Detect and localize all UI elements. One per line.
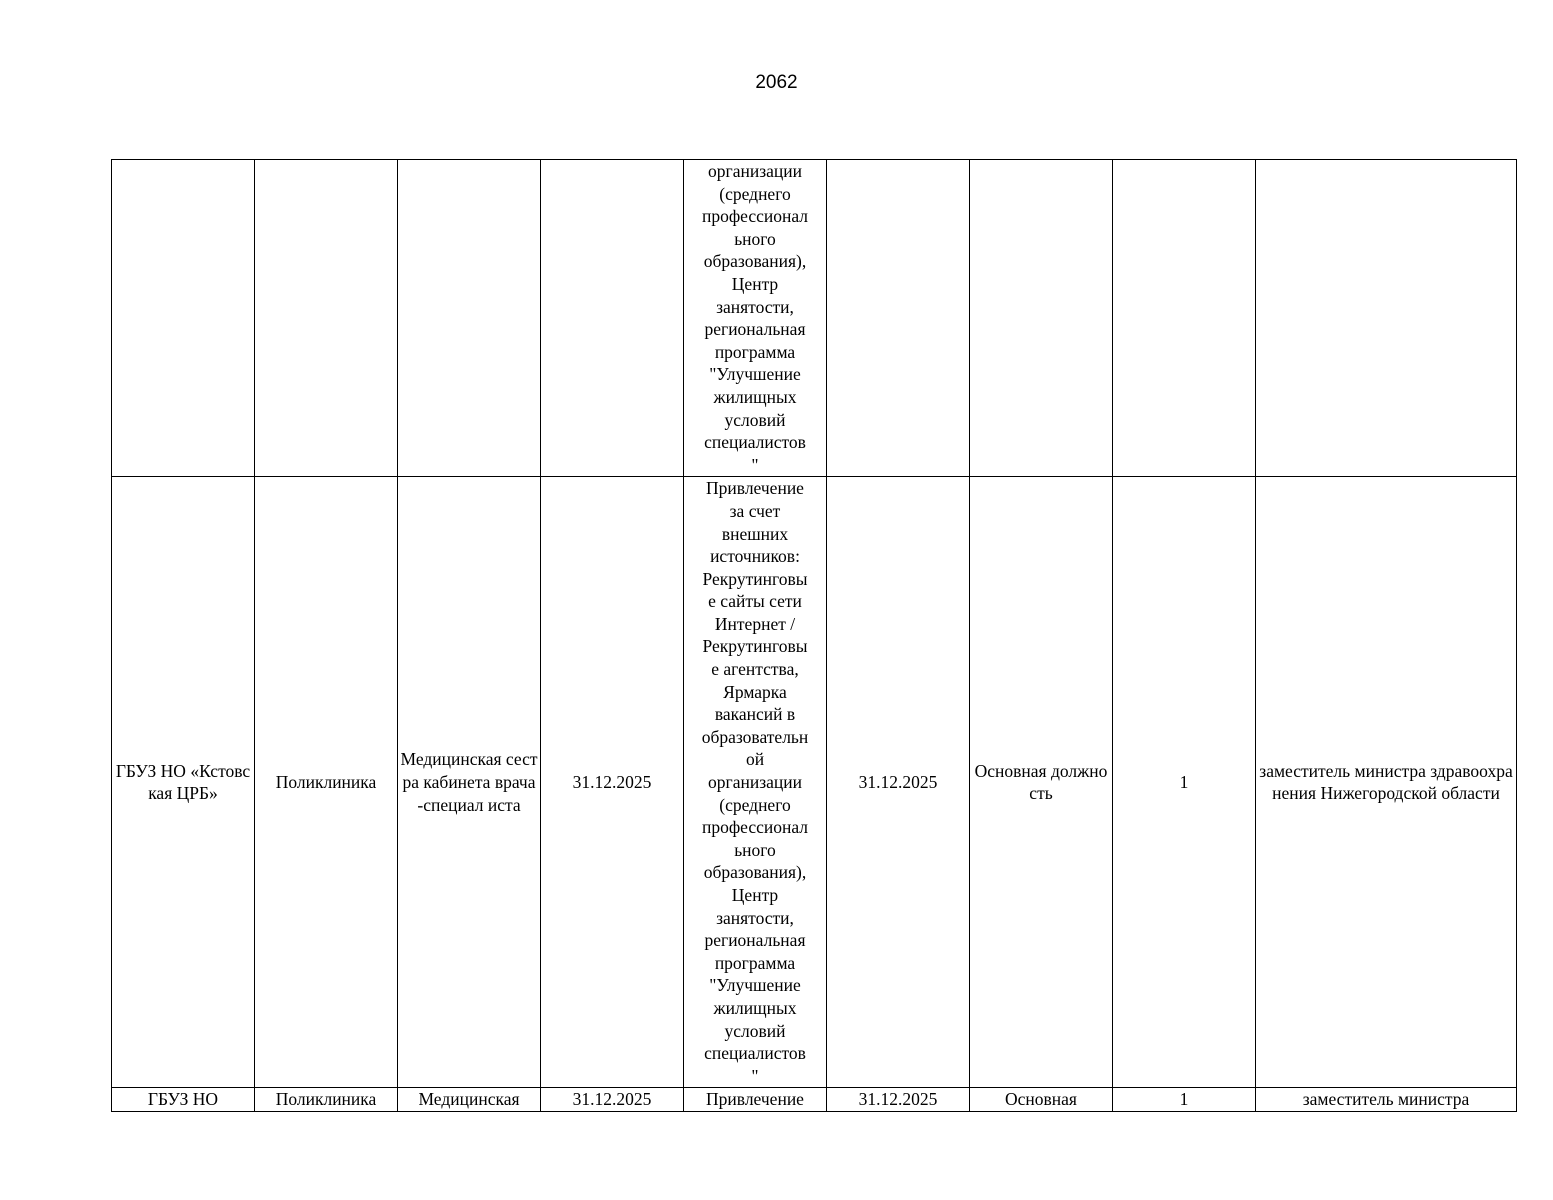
cell-text-line: ": [751, 454, 759, 475]
cell-text-line: условий: [724, 1020, 786, 1041]
cell-text-line: жилищных: [713, 386, 797, 407]
cell-text-line: организации: [708, 161, 802, 181]
staffing-table: [111, 159, 1517, 1112]
table-row: [112, 477, 1517, 1088]
cell-text-line: программа: [714, 341, 796, 362]
organization-cell: [112, 160, 255, 477]
cell-text-line: условий: [724, 409, 786, 430]
date-cell: [541, 160, 684, 477]
recruitment-method-cell: [684, 160, 827, 477]
employment-type-cell: [970, 160, 1113, 477]
cell-text-line: (среднего: [719, 183, 791, 204]
cell-text-line: занятости,: [716, 907, 794, 928]
cell-text-line: региональная: [704, 930, 806, 951]
employment-type-cell: Основная должность: [970, 477, 1113, 1088]
cell-text-line: "Улучшение: [709, 975, 801, 996]
table-row: [112, 160, 1517, 477]
position-cell: Медицинская: [398, 1088, 541, 1112]
cell-text-line: профессионал: [701, 206, 809, 227]
department-cell: [255, 160, 398, 477]
cell-text-line: образования),: [703, 251, 807, 272]
cell-text-line: е сайты сети: [708, 591, 802, 612]
cell-text-line: специалистов: [704, 432, 806, 453]
count-cell: 1: [1113, 1088, 1256, 1112]
position-cell: Медицинская сестра кабинета врача-специал иста: [398, 477, 541, 1088]
cell-text-line: образования),: [703, 862, 807, 883]
cell-text-line: ой: [745, 749, 765, 770]
position-cell: [398, 160, 541, 477]
cell-text-line: региональная: [704, 319, 806, 340]
page-number: 2062: [755, 72, 798, 93]
recruitment-method-cell: [684, 477, 827, 1088]
organization-cell: ГБУЗ НО «Кстовская ЦРБ»: [112, 477, 255, 1088]
cell-text-line: Рекрутинговы: [702, 636, 808, 657]
date-cell: 31.12.2025: [541, 1088, 684, 1112]
cell-text-line: профессионал: [701, 817, 809, 838]
cell-text-line: Привлечение: [706, 478, 804, 499]
cell-text-line: образовательн: [701, 726, 809, 747]
count-cell: [1113, 160, 1256, 477]
cell-text-line: источников:: [710, 546, 800, 567]
cell-text-line: Интернет /: [714, 613, 796, 634]
cell-text-line: за счет: [729, 500, 781, 521]
cell-text-line: Центр: [731, 273, 779, 294]
cell-text-line: ьного: [734, 228, 776, 249]
cell-text-line: ьного: [734, 839, 776, 860]
cell-text-line: специалистов: [704, 1043, 806, 1064]
cell-text-line: "Улучшение: [709, 364, 801, 385]
cell-text-line: ": [751, 1065, 759, 1086]
cell-text-line: (среднего: [719, 794, 791, 815]
table-row: [112, 1088, 1517, 1112]
cell-text-line: организации: [708, 772, 802, 793]
date-cell: 31.12.2025: [541, 477, 684, 1088]
cell-text-line: Рекрутинговы: [702, 568, 808, 589]
employment-type-cell: Основная: [970, 1088, 1113, 1112]
cell-text-line: жилищных: [713, 997, 797, 1018]
count-cell: 1: [1113, 477, 1256, 1088]
date-cell: 31.12.2025: [827, 1088, 970, 1112]
cell-text-line: занятости,: [716, 296, 794, 317]
responsible-cell: заместитель министра здравоохранения Нижегородской области: [1256, 477, 1517, 1088]
cell-text-line: вакансий в: [714, 704, 796, 725]
cell-text-line: Центр: [731, 885, 779, 905]
date-cell: 31.12.2025: [827, 477, 970, 1088]
date-cell: [827, 160, 970, 477]
recruitment-method-cell: Привлечение: [684, 1088, 827, 1112]
cell-text-line: е агентства,: [711, 659, 799, 680]
cell-text-line: внешних: [721, 523, 789, 544]
department-cell: Поликлиника: [255, 1088, 398, 1112]
responsible-cell: заместитель министра: [1256, 1088, 1517, 1112]
organization-cell: ГБУЗ НО: [112, 1088, 255, 1112]
cell-text-line: Ярмарка: [723, 681, 787, 702]
cell-text-line: программа: [714, 952, 796, 973]
department-cell: Поликлиника: [255, 477, 398, 1088]
responsible-cell: [1256, 160, 1517, 477]
